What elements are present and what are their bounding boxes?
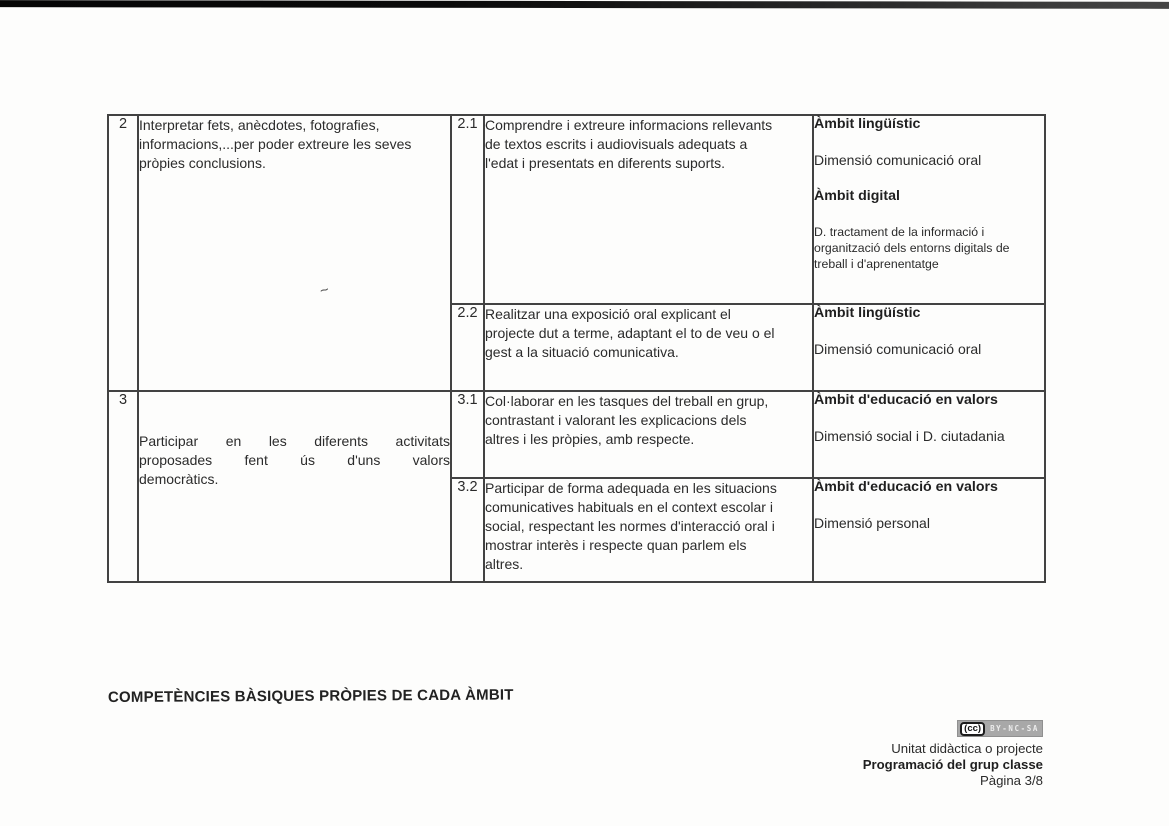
ambit-title: Àmbit digital xyxy=(814,188,900,204)
subcompetency-number-text: 2.1 xyxy=(457,116,478,132)
subcompetency-number-text: 3.1 xyxy=(457,392,478,408)
competency-description-line: Participar en les diferents activitats xyxy=(139,433,450,449)
section-heading: COMPETÈNCIES BÀSIQUES PRÒPIES DE CADA ÀMBIT xyxy=(107,686,514,706)
stray-pen-mark: ~ xyxy=(317,281,332,300)
subcompetency-description: Participar de forma adequada en les situacions comunicatives habituals en el context escolar i social, respectant les normes d'interacció oral i mostrar interès i respecte quan parlem els altres. xyxy=(485,480,777,572)
subcompetency-description-cell xyxy=(484,115,813,304)
subcompetency-description: Col·laborar en les tasques del treball en grup, contrastant i valorant les explicacions dels altres i les pròpies, amb respecte. xyxy=(485,393,769,447)
footer-line-document-type: Unitat didàctica o projecte xyxy=(891,741,1043,756)
page-footer xyxy=(863,720,1043,789)
subcompetency-description-cell xyxy=(484,478,813,582)
competency-number-text: 3 xyxy=(118,392,128,408)
ambit-dimension: Dimensió social i D. ciutadania xyxy=(814,428,1005,444)
ambit-dimension: Dimensió comunicació oral xyxy=(814,341,982,357)
table-row xyxy=(108,115,1045,304)
ambit-dimension: Dimensió personal xyxy=(814,515,930,531)
ambit-title: Àmbit lingüístic xyxy=(814,305,921,321)
subcompetency-number xyxy=(451,115,484,304)
ambit-cell xyxy=(813,304,1045,391)
ambit-dimension: Dimensió comunicació oral xyxy=(814,152,982,168)
footer-line-document-title: Programació del grup classe xyxy=(862,757,1043,772)
scan-edge-artifact xyxy=(0,0,1169,9)
subcompetency-description-cell xyxy=(484,304,813,391)
competency-number-text: 2 xyxy=(118,116,128,132)
competency-number xyxy=(108,115,138,391)
cc-icon: (cc) xyxy=(960,722,985,736)
competencies-table xyxy=(107,114,1046,583)
subcompetency-number xyxy=(451,478,484,582)
ambit-title: Àmbit d'educació en valors xyxy=(814,479,998,495)
ambit-dimension: D. tractament de la informació i organització dels entorns digitals de treball i d'aprenentatge xyxy=(814,225,1010,271)
cc-license-badge xyxy=(957,720,1043,737)
subcompetency-number-text: 3.2 xyxy=(457,479,478,495)
footer-page-number: Pàgina 3/8 xyxy=(979,773,1043,788)
ambit-cell xyxy=(813,391,1045,478)
subcompetency-description: Comprendre i extreure informacions rellevants de textos escrits i audiovisuals adequats a l'edat i presentats en diferents suports. xyxy=(485,117,773,171)
competency-description: Interpretar fets, anècdotes, fotografies, informacions,...per poder extreure les seves pròpies conclusions. xyxy=(139,117,412,171)
competency-description-line: proposades fent ús d'uns valors xyxy=(139,452,450,468)
ambit-cell xyxy=(813,478,1045,582)
ambit-cell xyxy=(813,115,1045,304)
subcompetency-description: Realitzar una exposició oral explicant el projecte dut a terme, adaptant el to de veu o el gest a la situació comunicativa. xyxy=(485,306,775,360)
competency-number xyxy=(108,391,138,582)
cc-license-label: BY-NC-SA xyxy=(990,723,1039,733)
competency-description-cell xyxy=(138,115,451,391)
competency-description-cell xyxy=(138,391,451,582)
subcompetency-number xyxy=(451,391,484,478)
ambit-title: Àmbit lingüístic xyxy=(814,116,921,132)
subcompetency-number xyxy=(451,304,484,391)
subcompetency-description-cell xyxy=(484,391,813,478)
competency-description-line: democràtics. xyxy=(139,471,219,487)
subcompetency-number-text: 2.2 xyxy=(457,305,478,321)
table-row xyxy=(108,391,1045,478)
ambit-title: Àmbit d'educació en valors xyxy=(814,392,998,408)
